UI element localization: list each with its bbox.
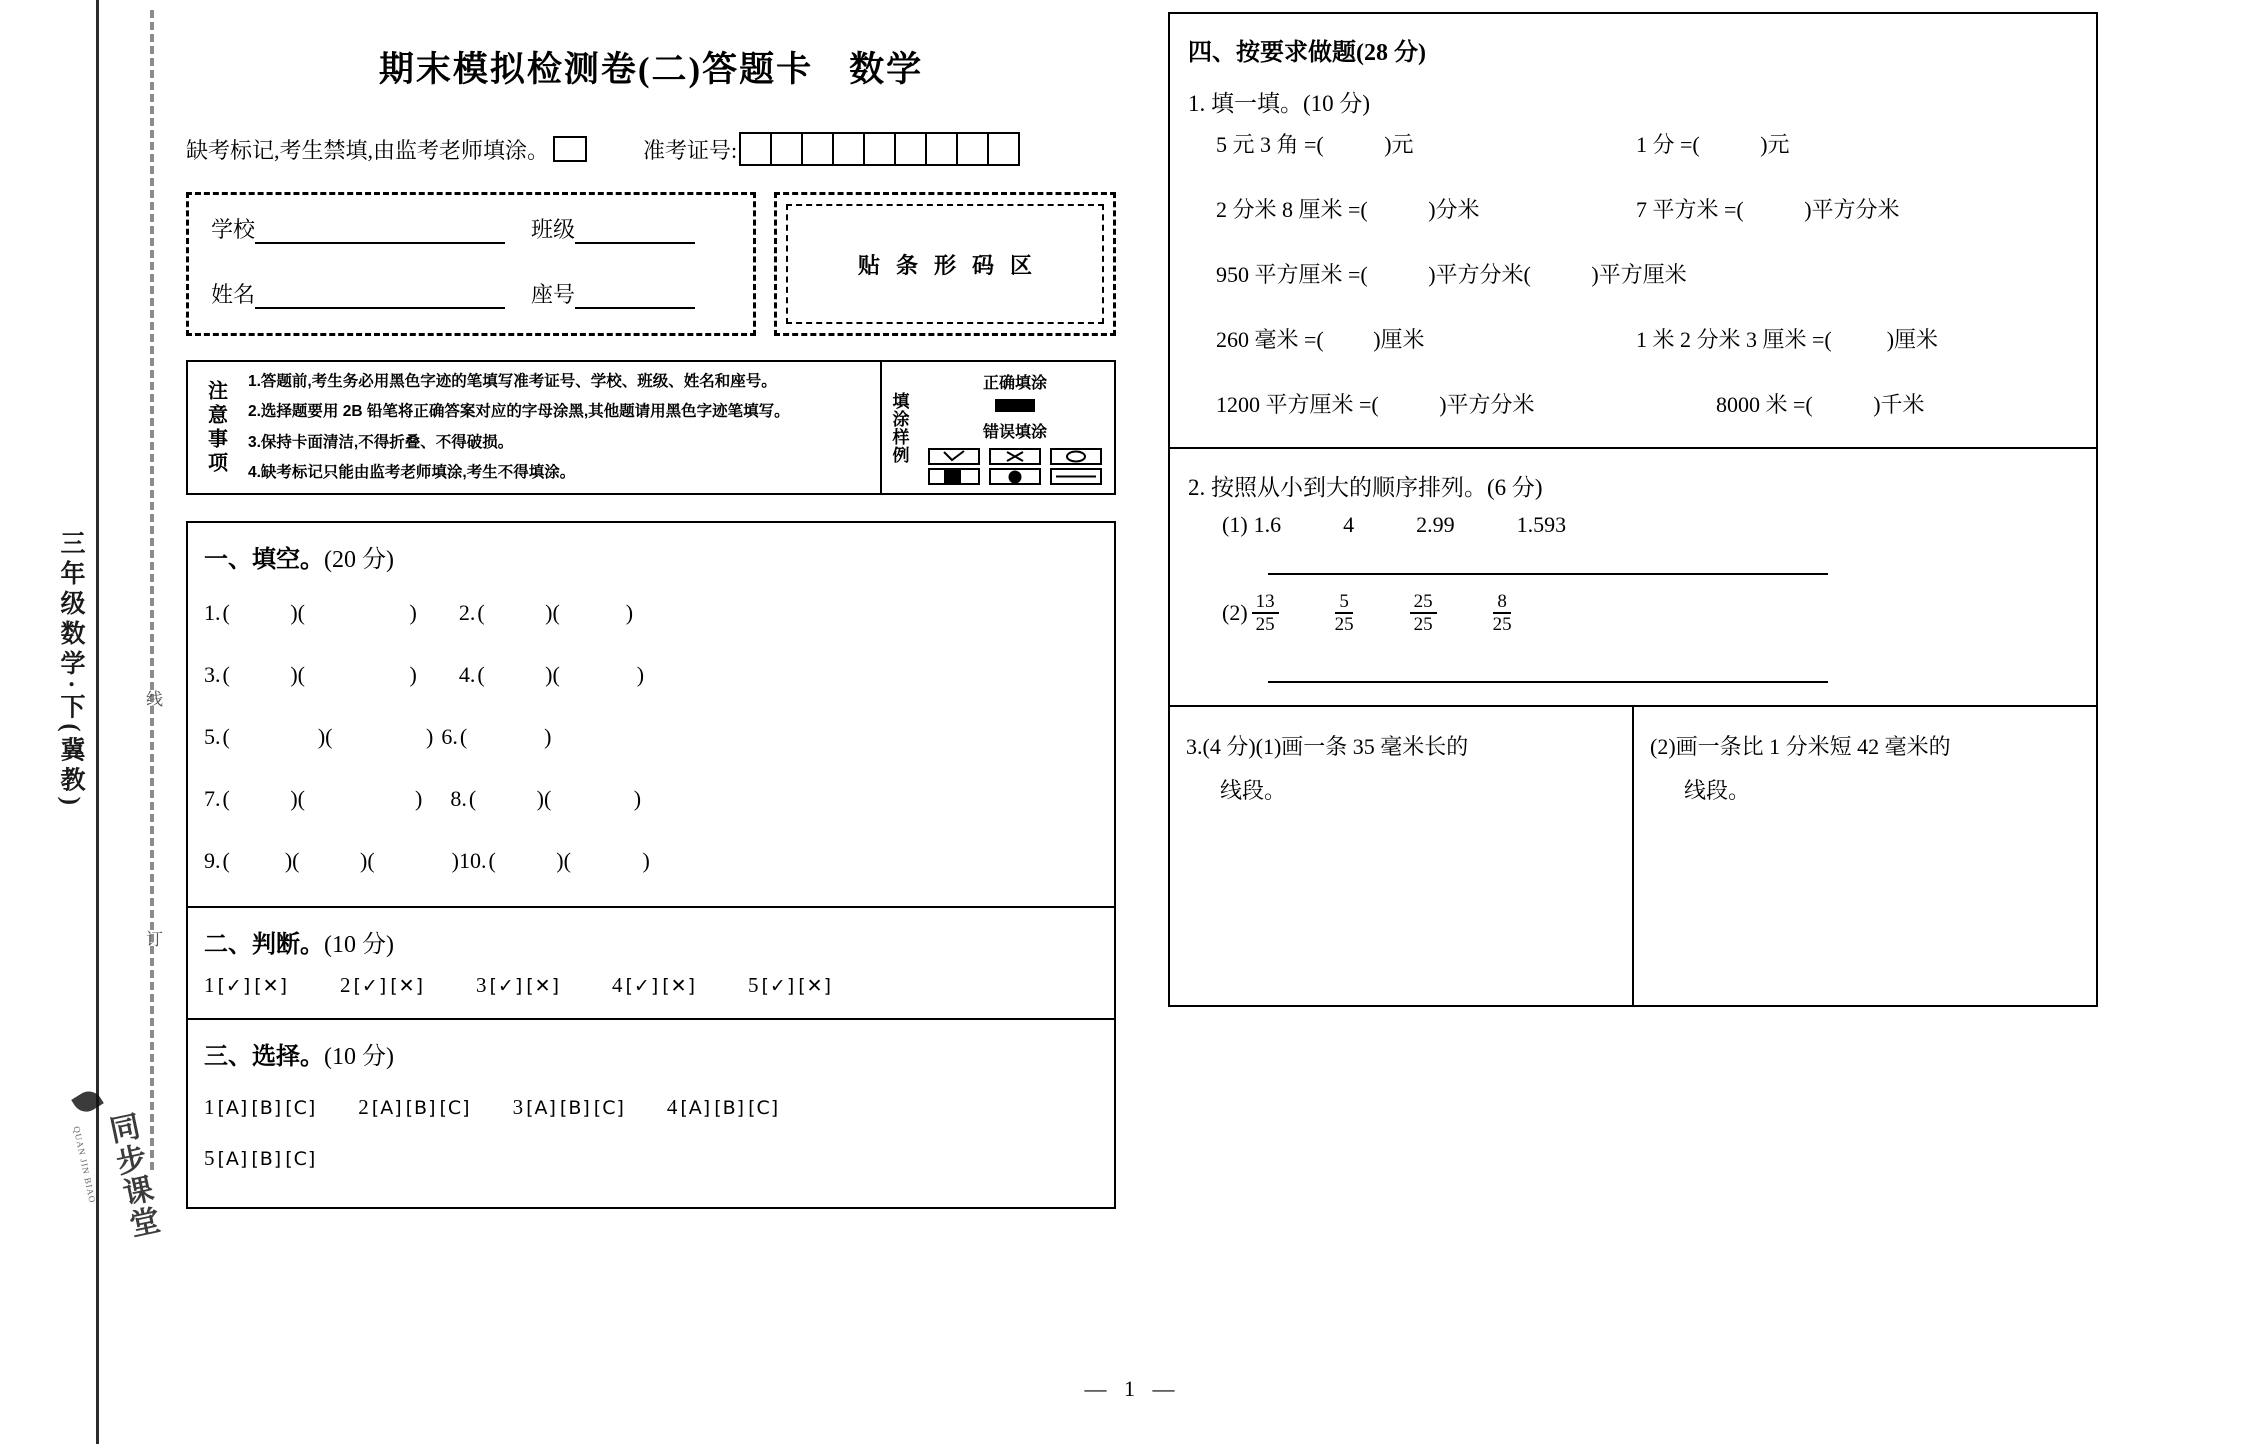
page-title <box>186 42 1116 92</box>
mc-option-a[interactable]: [A] <box>526 1097 557 1120</box>
tf-number: 1 <box>204 973 215 998</box>
section-multiple-choice-points: (10 分) <box>324 1044 394 1071</box>
conversion-item[interactable] <box>1636 323 2078 354</box>
draw-segment-1-text: (1)画一条 35 毫米长的 <box>1255 733 1469 759</box>
answer-paren[interactable]: ( ) <box>222 786 298 812</box>
ticket-cell[interactable] <box>741 134 772 164</box>
tf-item <box>612 973 696 998</box>
mc-option-c[interactable]: [C] <box>439 1097 471 1120</box>
page-number: 1 <box>1124 1376 1141 1401</box>
fraction-numerator: 13 <box>1252 591 1279 614</box>
tf-option-true[interactable]: [✓] <box>217 975 252 998</box>
conversion-left-unit: )分米 <box>1428 197 1480 222</box>
section-four-points: (28 分) <box>1356 40 1426 66</box>
draw-segment-2-text: (2)画一条比 1 分米短 42 毫米的 <box>1650 733 1951 759</box>
footer-dash-left: — <box>1084 1376 1113 1401</box>
correct-fill-mark-icon <box>995 399 1035 412</box>
section-true-false-heading <box>204 924 1098 959</box>
conversion-item[interactable] <box>1216 258 1687 289</box>
conversion-left-unit: )平方分米( <box>1428 262 1531 287</box>
answer-number: 6. <box>441 724 458 750</box>
class-label: 班级 <box>531 217 576 242</box>
section-fill-in-blank-points: (20 分) <box>324 547 394 574</box>
draw-segment-1-cell[interactable] <box>1170 707 1634 1005</box>
conversion-right-text: 1 米 2 分米 3 厘米 =( <box>1636 327 1832 352</box>
answer-paren[interactable]: ( ) <box>292 848 368 874</box>
mc-number: 4 <box>666 1095 678 1120</box>
ticket-cell[interactable] <box>958 134 989 164</box>
page-title-main: 期末模拟检测卷(二)答题卡 <box>378 50 814 89</box>
draw-segment-1-text-cont: 线段。 <box>1220 777 1287 803</box>
conversion-row <box>1216 258 2078 289</box>
left-column <box>186 12 1116 1209</box>
student-info-band <box>186 192 1116 336</box>
answer-number: 1. <box>204 600 221 626</box>
tf-option-true[interactable]: [✓] <box>489 975 524 998</box>
draw-segments-band <box>1170 707 2096 1005</box>
conversion-row <box>1216 193 2078 224</box>
barcode-area-label: 贴条形码区 <box>786 204 1104 324</box>
fraction-denominator: 25 <box>1255 614 1275 636</box>
name-input[interactable] <box>255 287 505 309</box>
ticket-cell[interactable] <box>834 134 865 164</box>
section-multiple-choice <box>186 1020 1116 1209</box>
answer-paren[interactable]: ( ) <box>459 724 552 750</box>
section-four-heading <box>1188 32 2078 67</box>
barcode-area <box>774 192 1116 336</box>
conversion-right-unit: )平方厘米 <box>1591 262 1687 287</box>
dot-fill-mark-icon <box>989 468 1041 485</box>
mc-option-c[interactable]: [C] <box>285 1097 317 1120</box>
spine-mark-line: 线 <box>143 690 162 710</box>
mc-option-a[interactable]: [A] <box>371 1097 403 1120</box>
mc-item <box>667 1095 779 1120</box>
section-four <box>1168 12 2098 449</box>
answer-number: 5. <box>204 724 221 750</box>
mc-number: 5 <box>204 1146 215 1171</box>
mc-item <box>513 1095 625 1120</box>
ticket-number-grid[interactable] <box>739 132 1020 166</box>
brand-name-cn: 同步课堂 <box>102 1110 161 1243</box>
mc-option-a[interactable]: [A] <box>217 1148 249 1171</box>
conversion-row <box>1216 388 2078 419</box>
mc-option-b[interactable]: [B] <box>714 1097 746 1120</box>
notice-item: 4.缺考标记只能由监考老师填涂,考生不得填涂。 <box>248 463 576 481</box>
order-value: 1.6 <box>1253 512 1282 537</box>
conversion-left-text: 2 分米 8 厘米 =( <box>1216 197 1368 222</box>
mc-option-b[interactable]: [B] <box>559 1097 591 1120</box>
conversion-left-text: 260 毫米 =( <box>1216 327 1324 352</box>
section-fill-in-blank-heading <box>204 539 1098 574</box>
ticket-number-label: 准考证号: <box>643 137 738 163</box>
half-fill-mark-icon <box>928 468 980 485</box>
answer-paren[interactable]: ( ) <box>297 662 417 688</box>
answer-paren[interactable]: ( ) <box>477 600 553 626</box>
answer-paren[interactable]: ( ) <box>297 600 417 626</box>
ticket-cell[interactable] <box>803 134 834 164</box>
student-info-box <box>186 192 756 336</box>
tf-option-false[interactable]: [✕] <box>526 975 560 998</box>
order-value: 4 <box>1343 512 1355 537</box>
leaf-icon <box>71 1086 104 1117</box>
spine-mark-bind: 订 <box>143 930 162 950</box>
tf-item <box>748 973 832 998</box>
name-label: 姓名 <box>211 282 256 307</box>
tf-item <box>340 973 424 998</box>
fill-sample-box <box>882 362 1114 493</box>
conversion-right-unit: )元 <box>1760 132 1790 157</box>
cross-mark-icon <box>989 448 1041 465</box>
seat-label: 座号 <box>531 282 576 307</box>
draw-segment-2-text-cont: 线段。 <box>1684 777 1751 803</box>
mc-option-c[interactable]: [C] <box>285 1148 317 1171</box>
answer-row <box>204 644 1098 706</box>
check-mark-icon <box>928 448 980 465</box>
section-true-false-title: 二、判断。 <box>204 932 324 959</box>
answer-paren[interactable]: ( ) <box>477 662 553 688</box>
conversion-left-text: 950 平方厘米 =( <box>1216 262 1368 287</box>
conversion-right-unit: )平方分米 <box>1804 197 1900 222</box>
conversion-left-unit: )元 <box>1384 132 1414 157</box>
question-3-box <box>1168 707 2098 1007</box>
order-part-2-label: (2) <box>1222 600 1248 626</box>
conversion-right-text: 7 平方米 =( <box>1636 197 1744 222</box>
order-part-1-answer-line[interactable] <box>1268 572 1828 575</box>
tf-option-false[interactable]: [✕] <box>254 975 288 998</box>
right-column <box>1168 12 2098 1007</box>
question-2-box <box>1168 449 2098 707</box>
absence-note: 缺考标记,考生禁填,由监考老师填涂。 <box>186 137 550 163</box>
fraction-denominator: 25 <box>1492 614 1512 636</box>
brand-name-en: QUAN JIN BIAO <box>71 1125 98 1205</box>
mc-option-b[interactable]: [B] <box>405 1097 437 1120</box>
tf-option-false[interactable]: [✕] <box>798 975 832 998</box>
tf-item <box>204 973 288 998</box>
answer-paren[interactable]: ( ) <box>488 848 564 874</box>
ticket-cell[interactable] <box>989 134 1018 164</box>
answer-paren[interactable]: ( ) <box>222 662 298 688</box>
page-title-subject: 数学 <box>849 50 924 89</box>
mc-option-a[interactable]: [A] <box>680 1097 712 1120</box>
order-part-2 <box>1222 591 2078 636</box>
fill-in-blank-rows <box>204 582 1098 892</box>
fraction-denominator: 25 <box>1334 614 1354 636</box>
mc-option-a[interactable]: [A] <box>217 1097 249 1120</box>
fill-sample-label <box>882 362 916 493</box>
binding-dashed-line <box>150 10 154 1170</box>
question-3-label: 3.(4 分) <box>1186 733 1256 759</box>
mc-number: 3 <box>512 1095 524 1120</box>
answer-paren[interactable]: ( ) <box>552 662 645 688</box>
order-value: 1.593 <box>1516 512 1567 537</box>
order-value: 2.99 <box>1416 512 1455 537</box>
notice-title-text: 注意事项 <box>204 379 227 476</box>
footer-dash-right: — <box>1152 1376 1181 1401</box>
section-multiple-choice-title: 三、选择。 <box>204 1044 324 1071</box>
conversion-left-text: 1200 平方厘米 =( <box>1216 392 1379 417</box>
mc-option-b[interactable]: [B] <box>251 1097 283 1120</box>
mc-number: 2 <box>358 1095 369 1120</box>
grade-spine-label: 三年级数学·下(冀教) <box>57 530 84 810</box>
mc-item <box>204 1146 1056 1171</box>
absence-row <box>186 132 1116 166</box>
question-2-text: 2. 按照从小到大的顺序排列。 <box>1188 475 1487 500</box>
conversion-item[interactable] <box>1716 388 2078 419</box>
draw-segment-2-cell[interactable] <box>1634 707 2096 1005</box>
correct-fill-label: 正确填涂 <box>982 375 1047 393</box>
section-multiple-choice-heading <box>204 1036 1098 1071</box>
fill-sample-label-text: 填涂样例 <box>889 391 909 464</box>
order-part-2-answer-line[interactable] <box>1268 680 1828 683</box>
mc-number: 1 <box>204 1095 215 1120</box>
answer-paren[interactable]: ( ) <box>468 786 544 812</box>
ticket-cell[interactable] <box>927 134 958 164</box>
conversion-item[interactable] <box>1636 193 2078 224</box>
tf-option-false[interactable]: [✕] <box>662 975 696 998</box>
ticket-cell[interactable] <box>865 134 896 164</box>
school-label: 学校 <box>211 217 256 242</box>
tf-option-true[interactable]: [✓] <box>625 975 660 998</box>
mc-item <box>204 1095 316 1120</box>
answer-paren[interactable]: ( ) <box>367 848 459 874</box>
wrong-fill-marks <box>928 448 1102 485</box>
answer-row <box>204 706 1098 768</box>
order-part-1 <box>1222 512 2078 538</box>
mc-item <box>358 1095 470 1120</box>
notice-item: 1.答题前,考生务必用黑色字迹的笔填写准考证号、学校、班级、姓名和座号。 <box>248 373 777 390</box>
section-true-false <box>186 908 1116 1020</box>
tf-option-true[interactable]: [✓] <box>761 975 796 998</box>
conversion-left-unit: )平方分米 <box>1439 392 1535 417</box>
tf-item <box>476 973 560 998</box>
answer-number: 3. <box>204 662 221 688</box>
mc-option-b[interactable]: [B] <box>251 1148 283 1171</box>
answer-number: 10. <box>458 848 487 874</box>
answer-paren[interactable]: ( ) <box>563 848 650 874</box>
tf-number: 2 <box>340 973 351 998</box>
question-1-text: 1. 填一填。 <box>1188 91 1303 116</box>
conversion-right-unit: )千米 <box>1873 392 1925 417</box>
notice-title <box>188 362 244 493</box>
fill-sample-marks <box>916 362 1114 493</box>
fraction-numerator: 8 <box>1493 591 1511 614</box>
conversion-row <box>1216 323 2078 354</box>
answer-row <box>204 830 1098 892</box>
question-2-label <box>1188 469 2078 502</box>
fraction <box>1489 591 1516 636</box>
conversion-item[interactable] <box>1216 193 1636 224</box>
name-seat-line <box>211 278 731 309</box>
fraction <box>1331 591 1358 636</box>
seat-input[interactable] <box>575 287 695 309</box>
notice-item: 2.选择题要用 2B 铅笔将正确答案对应的字母涂黑,其他题请用黑色字迹笔填写。 <box>248 403 790 421</box>
answer-paren[interactable]: ( ) <box>325 724 434 750</box>
answer-number: 8. <box>450 786 467 812</box>
answer-paren[interactable]: ( ) <box>222 724 326 750</box>
conversion-item[interactable] <box>1216 128 1636 159</box>
conversion-item[interactable] <box>1216 323 1636 354</box>
answer-number: 9. <box>204 848 221 874</box>
section-true-false-points: (10 分) <box>324 932 394 959</box>
conversion-right-text: 1 分 =( <box>1636 132 1700 157</box>
notice-band <box>186 360 1116 495</box>
conversion-item[interactable] <box>1636 128 2078 159</box>
mc-option-c[interactable]: [C] <box>593 1097 625 1120</box>
tf-option-false[interactable]: [✕] <box>390 975 424 998</box>
answer-row <box>204 768 1098 830</box>
answer-number: 4. <box>458 662 476 688</box>
page-footer <box>0 1376 2265 1402</box>
answer-row <box>204 582 1098 644</box>
question-2-points: (6 分) <box>1487 475 1543 500</box>
conversion-right-unit: )厘米 <box>1886 327 1939 352</box>
answer-paren[interactable]: ( ) <box>297 786 423 812</box>
question-1-label <box>1188 85 2078 118</box>
mc-option-c[interactable]: [C] <box>748 1097 780 1120</box>
tf-option-true[interactable]: [✓] <box>353 975 388 998</box>
fraction-numerator: 5 <box>1335 591 1353 614</box>
fraction-denominator: 25 <box>1413 614 1433 636</box>
ticket-number-field <box>643 132 1020 166</box>
answer-paren[interactable]: ( ) <box>222 848 293 874</box>
absence-checkbox[interactable] <box>553 136 587 162</box>
line-fill-mark-icon <box>1050 468 1102 485</box>
multiple-choice-grid <box>204 1095 1098 1197</box>
fraction-numerator: 25 <box>1410 591 1437 614</box>
ticket-cell[interactable] <box>896 134 927 164</box>
conversion-row <box>1216 128 2078 159</box>
conversion-left-text: 5 元 3 角 =( <box>1216 132 1324 157</box>
section-fill-in-blank-title: 一、填空。 <box>204 547 324 574</box>
class-input[interactable] <box>575 222 695 244</box>
tf-number: 5 <box>748 973 759 998</box>
tf-number: 4 <box>612 973 623 998</box>
section-four-title: 四、按要求做题 <box>1188 40 1356 66</box>
answer-paren[interactable]: ( ) <box>543 786 642 812</box>
order-part-1-values <box>1254 512 1567 538</box>
order-part-2-values <box>1252 591 1516 636</box>
conversion-item[interactable] <box>1216 388 1716 419</box>
wrong-fill-label: 错误填涂 <box>982 424 1047 442</box>
answer-number: 7. <box>204 786 221 812</box>
answer-number: 2. <box>458 600 476 626</box>
order-part-1-label: (1) <box>1222 512 1248 537</box>
ticket-cell[interactable] <box>772 134 803 164</box>
question-1-points: (10 分) <box>1303 91 1371 116</box>
school-input[interactable] <box>255 222 505 244</box>
tf-number: 3 <box>476 973 487 998</box>
true-false-row <box>204 973 1098 998</box>
notice-list <box>244 362 882 493</box>
answer-paren[interactable]: ( ) <box>222 600 298 626</box>
section-fill-in-blank <box>186 521 1116 908</box>
circle-outline-mark-icon <box>1050 448 1102 465</box>
conversion-right-text: 8000 米 =( <box>1716 392 1813 417</box>
answer-paren[interactable]: ( ) <box>552 600 634 626</box>
notice-item: 3.保持卡面清洁,不得折叠、不得破损。 <box>248 433 514 451</box>
fraction <box>1252 591 1279 636</box>
conversion-left-unit: )厘米 <box>1373 327 1425 352</box>
school-class-line <box>211 213 731 244</box>
fraction <box>1410 591 1437 636</box>
